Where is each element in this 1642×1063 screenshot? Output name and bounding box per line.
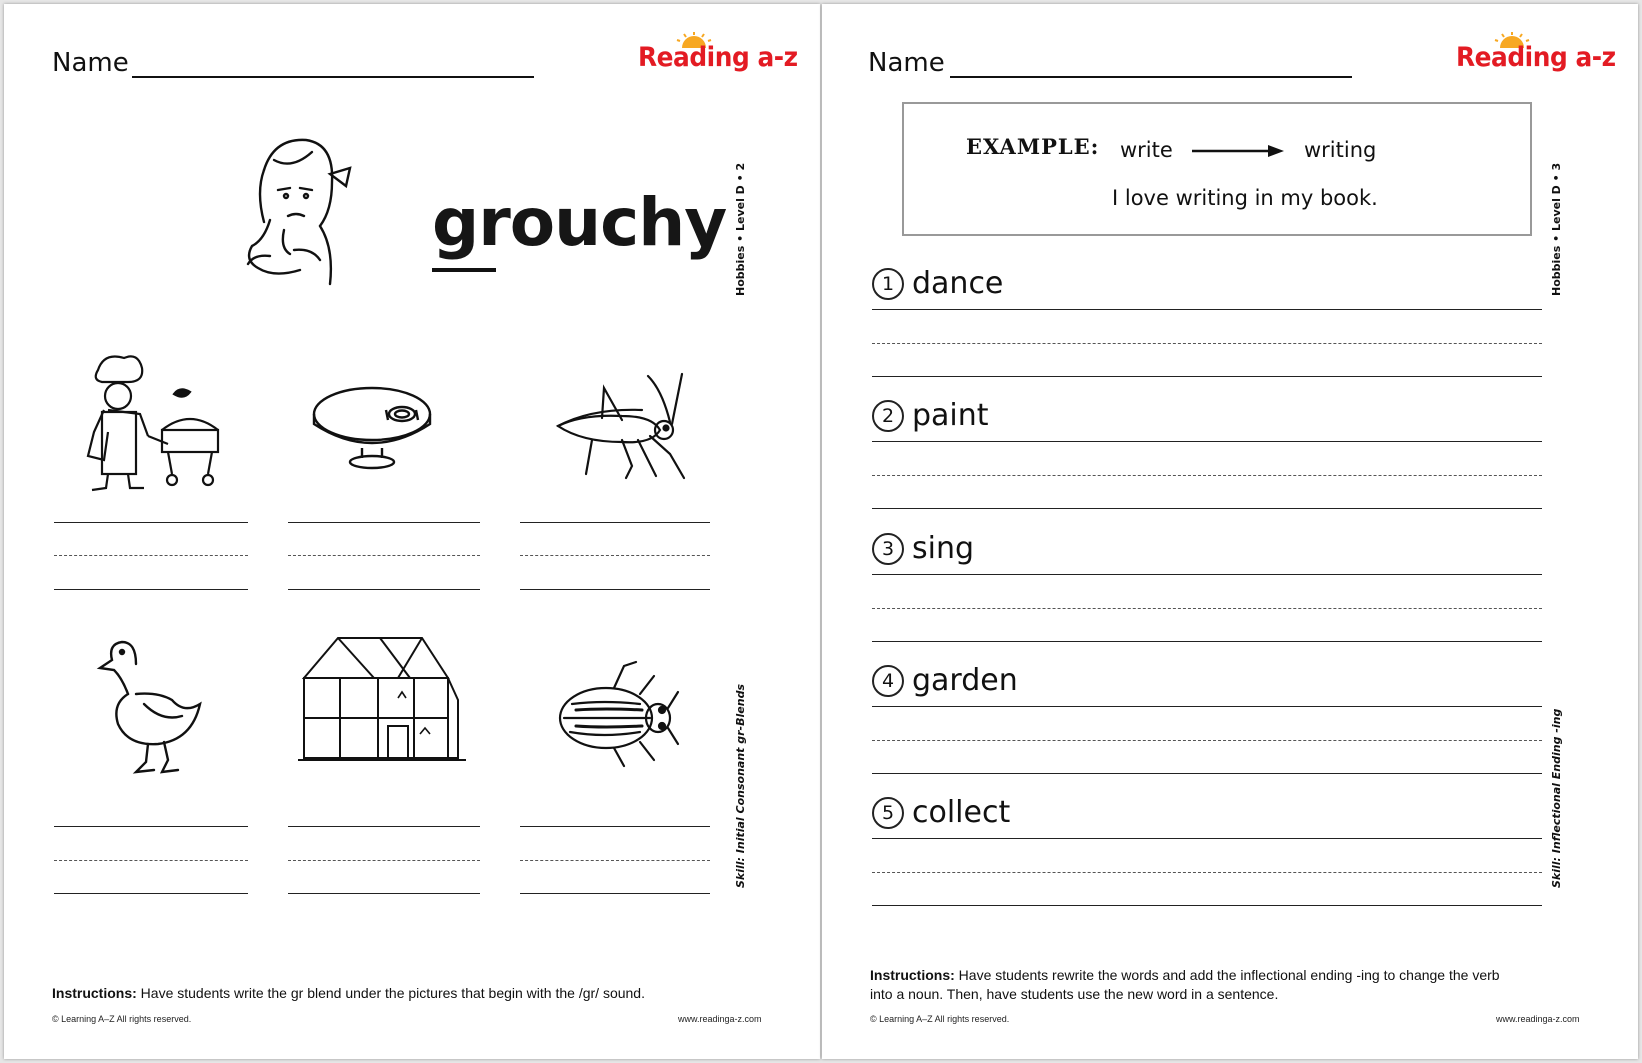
website: www.readinga-z.com	[1496, 1014, 1580, 1024]
write-line-mid	[54, 555, 248, 556]
instructions	[870, 966, 1520, 1004]
reading-az-logo	[638, 32, 798, 82]
example-box	[902, 102, 1532, 236]
item-number: 5	[872, 797, 904, 829]
word-item	[872, 266, 1003, 306]
side-meta: Hobbies • Level D • 3	[1550, 162, 1563, 296]
write-line-mid	[872, 343, 1542, 344]
write-line-mid	[520, 860, 710, 861]
example-to-word: writing	[1304, 138, 1377, 162]
item-number: 1	[872, 268, 904, 300]
write-line-top	[872, 309, 1542, 310]
write-line-mid	[872, 872, 1542, 873]
instructions-label: Instructions:	[870, 967, 955, 983]
write-line-base	[54, 893, 248, 894]
example-label: EXAMPLE:	[966, 134, 1100, 159]
side-meta: Hobbies • Level D • 2	[734, 162, 747, 296]
write-line-base	[872, 905, 1542, 906]
reading-az-logo	[1456, 32, 1616, 82]
write-line-top	[872, 838, 1542, 839]
instructions-text: Have students write the gr blend under the pictures that begin with the /gr/ sound.	[140, 985, 645, 1001]
write-line-top	[288, 826, 480, 827]
write-line-base	[288, 589, 480, 590]
write-line-base	[520, 589, 710, 590]
write-line-base	[54, 589, 248, 590]
write-line-mid	[288, 555, 480, 556]
name-label: Name	[868, 48, 945, 78]
worksheet-page-right	[822, 4, 1638, 1059]
target-word: grouchy	[432, 184, 727, 261]
worksheet-page-left	[4, 4, 820, 1059]
write-line-mid	[54, 860, 248, 861]
write-line-base	[288, 893, 480, 894]
item-number: 3	[872, 533, 904, 565]
beetle-icon	[554, 660, 686, 770]
copyright: © Learning A–Z All rights reserved.	[52, 1014, 192, 1024]
item-word: sing	[912, 531, 975, 566]
word-item	[872, 795, 1010, 835]
write-line-top	[872, 706, 1542, 707]
write-line-mid	[872, 740, 1542, 741]
write-line-base	[872, 508, 1542, 509]
chef-grilling-icon	[68, 352, 238, 492]
write-line-mid	[872, 608, 1542, 609]
instructions-label: Instructions:	[52, 985, 137, 1001]
word-item	[872, 663, 1018, 703]
write-line-base	[872, 376, 1542, 377]
write-line-top	[872, 441, 1542, 442]
item-word: collect	[912, 795, 1011, 830]
instructions-text: Have students rewrite the words and add the inflectional ending -ing to change the verb into a noun. Then, have students use the new word in a sentence.	[870, 967, 1500, 1002]
word-item	[872, 531, 974, 571]
write-line-base	[872, 773, 1542, 774]
grouchy-girl-icon	[234, 130, 354, 286]
write-line-top	[872, 574, 1542, 575]
example-from-word: write	[1120, 138, 1173, 162]
item-word: paint	[912, 398, 989, 433]
website: www.readinga-z.com	[678, 1014, 762, 1024]
name-label: Name	[52, 48, 129, 78]
write-line-top	[54, 826, 248, 827]
word-item	[872, 398, 989, 438]
table-with-plate-icon	[310, 382, 440, 472]
item-word: garden	[912, 663, 1018, 698]
side-skill: Skill: Initial Consonant gr-Blends	[734, 684, 747, 888]
copyright: © Learning A–Z All rights reserved.	[870, 1014, 1010, 1024]
logo-text: Reading a-z	[638, 42, 798, 73]
arrow-right-icon	[1192, 144, 1284, 158]
write-line-mid	[872, 475, 1542, 476]
instructions	[52, 984, 752, 1003]
name-write-line	[132, 76, 534, 78]
write-line-top	[520, 522, 710, 523]
blend-underline	[432, 268, 496, 272]
side-skill: Skill: Inflectional Ending -ing	[1550, 708, 1563, 888]
example-sentence: I love writing in my book.	[1112, 186, 1378, 210]
write-line-mid	[520, 555, 710, 556]
write-line-top	[520, 826, 710, 827]
write-line-mid	[288, 860, 480, 861]
item-number: 4	[872, 665, 904, 697]
logo-text: Reading a-z	[1456, 42, 1616, 73]
item-number: 2	[872, 400, 904, 432]
greenhouse-icon	[298, 630, 468, 766]
goose-icon	[96, 634, 208, 780]
write-line-base	[520, 893, 710, 894]
name-write-line	[950, 76, 1352, 78]
write-line-base	[872, 641, 1542, 642]
grasshopper-icon	[552, 370, 692, 482]
write-line-top	[54, 522, 248, 523]
item-word: dance	[912, 266, 1004, 301]
write-line-top	[288, 522, 480, 523]
